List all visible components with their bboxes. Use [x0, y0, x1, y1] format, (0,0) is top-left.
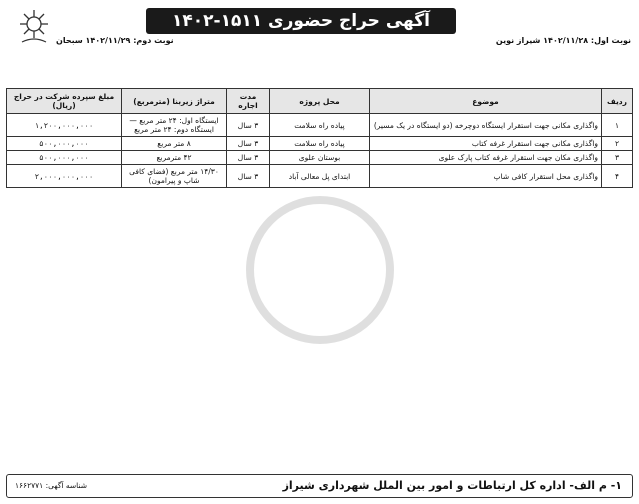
row-duration: ۳ سال — [227, 151, 270, 165]
publisher-footer — [6, 474, 633, 498]
col-subject-header: موضوع — [370, 89, 602, 114]
auction-items-table — [6, 88, 633, 188]
row-location: پیاده راه سلامت — [270, 114, 370, 137]
row-duration: ۳ سال — [227, 165, 270, 188]
row-area: ۱۴/۳۰ متر مربع (فضای کافی شاپ و پیرامون) — [122, 165, 227, 188]
col-location-header: محل پروژه — [270, 89, 370, 114]
table-row — [7, 165, 633, 188]
col-duration-header: مدت اجاره — [227, 89, 270, 114]
table-row — [7, 151, 633, 165]
notice-title: آگهی حراج حضوری ۱۵۱۱-۱۴۰۲ — [146, 8, 456, 34]
row-duration: ۳ سال — [227, 114, 270, 137]
row-deposit: ۱,۲۰۰,۰۰۰,۰۰۰ — [7, 114, 122, 137]
row-subject: واگذاری مکانی جهت استقرار غرفه کتاب — [370, 137, 602, 151]
col-area-header: متراژ زیربنا (مترمربع) — [122, 89, 227, 114]
col-deposit-header: مبلغ سپرده شرکت در حراج (ریال) — [7, 89, 122, 114]
row-area: ۸ متر مربع — [122, 137, 227, 151]
col-row-header: ردیف — [602, 89, 633, 114]
table-row — [7, 114, 633, 137]
row-location: ابتدای پل معالی آباد — [270, 165, 370, 188]
ad-number: شناسه آگهی: ۱۶۶۲۷۷۱ — [15, 481, 87, 490]
intro-paragraph — [6, 54, 633, 84]
row-location: پیاده راه سلامت — [270, 137, 370, 151]
row-deposit: ۵۰۰,۰۰۰,۰۰۰ — [7, 151, 122, 165]
row-number: ۱ — [602, 114, 633, 137]
row-deposit: ۵۰۰,۰۰۰,۰۰۰ — [7, 137, 122, 151]
notice-header — [6, 4, 633, 50]
row-subject: واگذاری مکانی جهت استقرار ایستگاه دوچرخه (دو ایستگاه در یک مسیر) — [370, 114, 602, 137]
table-row — [7, 137, 633, 151]
row-number: ۲ — [602, 137, 633, 151]
row-number: ۳ — [602, 151, 633, 165]
row-number: ۴ — [602, 165, 633, 188]
second-publication-date: نوبت دوم: ۱۴۰۲/۱۱/۲۹ سبحان — [56, 36, 174, 45]
terms-notes — [6, 193, 633, 393]
row-area: ایستگاه اول: ۲۴ متر مربع — ایستگاه دوم: ۲۴ متر مربع — [122, 114, 227, 137]
row-subject: واگذاری محل استقرار کافی شاپ — [370, 165, 602, 188]
first-publication-date: نوبت اول: ۱۴۰۲/۱۱/۲۸ شیراز نوین — [495, 36, 631, 45]
row-area: ۴۲ مترمربع — [122, 151, 227, 165]
publisher-name: ۱- م الف- اداره کل ارتباطات و امور بین الملل شهرداری شیراز — [282, 479, 622, 492]
municipality-logo-icon — [14, 6, 54, 46]
row-duration: ۳ سال — [227, 137, 270, 151]
row-subject: واگذاری مکان جهت استقرار غرفه کتاب پارک علوی — [370, 151, 602, 165]
row-location: بوستان علوی — [270, 151, 370, 165]
row-deposit: ۲,۰۰۰,۰۰۰,۰۰۰ — [7, 165, 122, 188]
table-header-row — [7, 89, 633, 114]
